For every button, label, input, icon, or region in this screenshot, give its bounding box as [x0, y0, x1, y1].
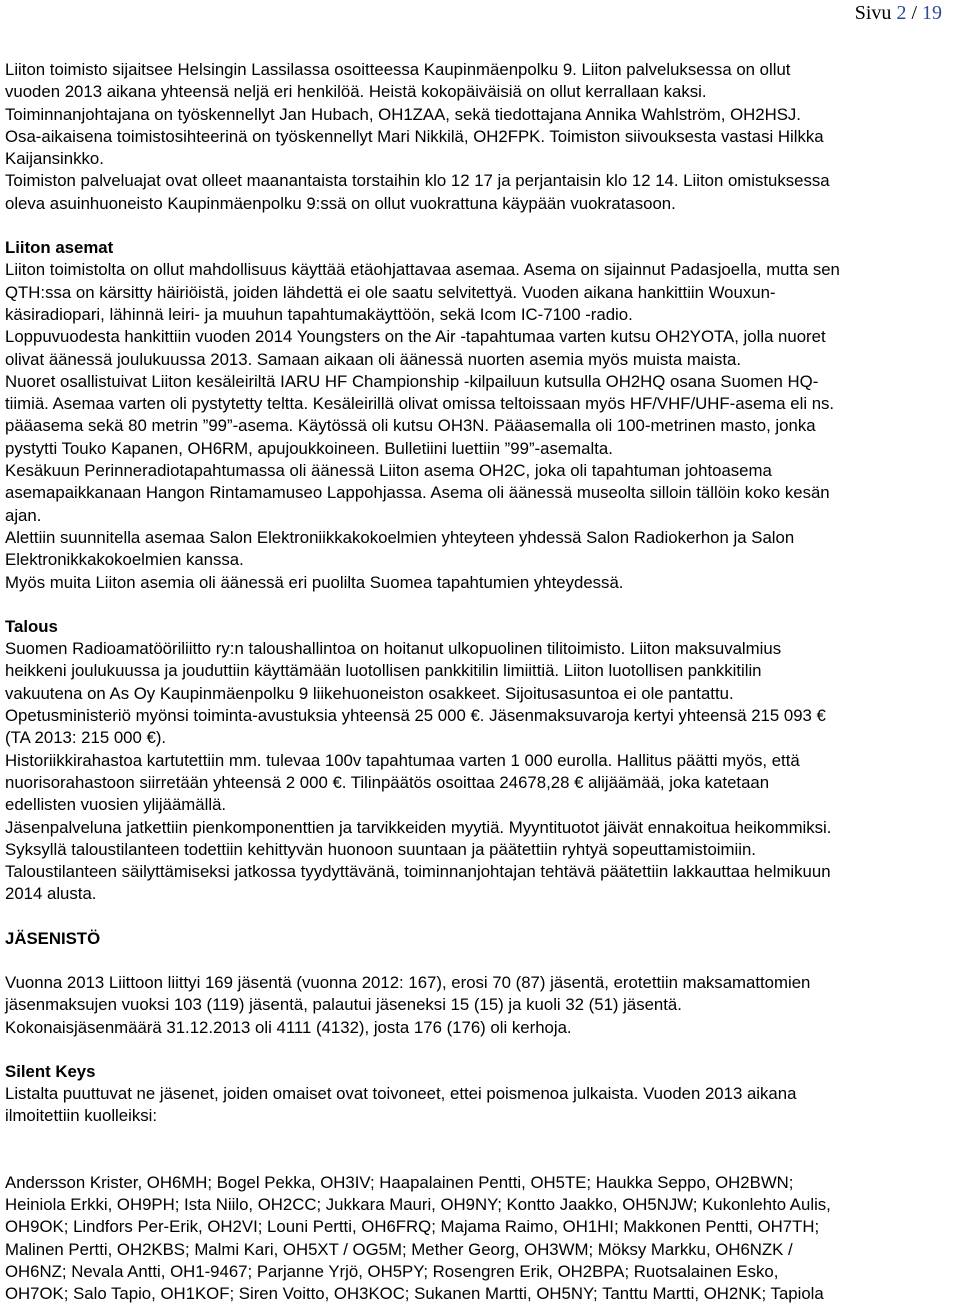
text-line: OH6NZ; Nevala Antti, OH1-9467; Parjanne Yrjö, OH5PY; Rosengren Erik, OH2BPA; Ruotsalainen Esko,	[5, 1261, 779, 1281]
text-line: asemapaikkanaan Hangon Rintamamuseo Lappohjassa. Asema oli äänessä museolta silloin tällöin koko kesän	[5, 483, 830, 503]
page-total: 19	[922, 2, 942, 24]
text-line: Liiton toimisto sijaitsee Helsingin Lassilassa osoitteessa Kaupinmäenpolku 9. Liiton palveluksessa on ollut	[5, 60, 791, 79]
section-text	[5, 259, 955, 593]
text-line: Nuoret osallistuivat Liiton kesäleiriltä IARU HF Championship -kilpailuun kutsulla OH2HQ osana Suomen HQ-	[5, 371, 819, 391]
text-line: QTH:ssa on kärsitty häiriöistä, joiden lähdettä ei ole saatu selvitettyä. Vuoden aikana hankittiin Wouxun-	[5, 282, 776, 302]
text-line: tiimiä. Asemaa varten oli pystytetty teltta. Kesäleirillä olivat omissa teltoissaan myös HF/VHF/UHF-asema eli ns.	[5, 394, 835, 414]
text-line: Kesäkuun Perinneradiotapahtumassa oli äänessä Liiton asema OH2C, joka oli tapahtuman johtoasema	[5, 461, 772, 481]
text-line: Toimiston palveluajat ovat olleet maanantaista torstaihin klo 12 17 ja perjantaisin klo 12 14. Liiton omistuksessa	[5, 171, 830, 191]
text-line: Historiikkirahastoa kartutettiin mm. tulevaa 100v tapahtumaa varten 1 000 eurolla. Hallitus päätti myös, että	[5, 750, 800, 770]
text-line: Opetusministeriö myönsi toiminta-avustuksia yhteensä 25 000 €. Jäsenmaksuvaroja kertyi yhteensä 215 093 €	[5, 706, 826, 726]
text-line: Liiton toimistolta on ollut mahdollisuus käyttää etäohjattavaa asemaa. Asema on sijainnut Padasjoella, mutta sen	[5, 260, 840, 280]
text-line: nuorisorahastoon siirretään yhteensä 2 000 €. Tilinpäätös osoittaa 24678,28 € alijäämää, joka katetaan	[5, 772, 770, 792]
text-line: Malinen Pertti, OH2KBS; Malmi Kari, OH5XT / OG5M; Mether Georg, OH3WM; Möksy Markku, OH6NZK /	[5, 1239, 793, 1259]
text-line: ilmoitettiin kuolleiksi:	[5, 1106, 158, 1126]
section-heading: Talous	[5, 616, 58, 636]
section-text	[5, 972, 955, 1039]
text-line: Loppuvuodesta hankittiin vuoden 2014 Youngsters on the Air -tapahtumaa varten kutsu OH2YOTA, jolla nuoret	[5, 327, 826, 347]
text-line: Heiniola Erkki, OH9PH; Ista Niilo, OH2CC; Jukkara Mauri, OH9NY; Kontto Jaakko, OH5NJW; Kukonlehto Aulis,	[5, 1195, 831, 1215]
page-number	[855, 0, 942, 26]
text-line: oleva asuinhuoneisto Kaupinmäenpolku 9:ssä on ollut vuokrattuna käypään vuokratasoon.	[5, 193, 676, 213]
section-heading: Liiton asemat	[5, 238, 114, 258]
text-line: OH9OK; Lindfors Per-Erik, OH2VI; Louni Pertti, OH6FRQ; Majama Raimo, OH1HI; Makkonen Pentti, OH7TH;	[5, 1217, 820, 1237]
text-line: Listalta puuttuvat ne jäsenet, joiden omaiset ovat toivoneet, ettei poismenoa julkaista. Vuoden 2013 aikana	[5, 1084, 797, 1104]
deceased-list	[5, 1172, 955, 1306]
text-line: vuoden 2013 aikana yhteensä neljä eri henkilöä. Heistä kokopäiväisiä on ollut kerrallaan kaksi.	[5, 82, 707, 102]
text-line: OH7OK; Salo Tapio, OH1KOF; Siren Voitto, OH3KOC; Sukanen Martti, OH5NY; Tanttu Martti, OH2NK; Tapiola	[5, 1284, 824, 1304]
text-line: Kaijansinkko.	[5, 149, 104, 169]
section-silent-keys	[5, 1061, 955, 1306]
section-text	[5, 638, 955, 906]
section-talous	[5, 616, 955, 906]
section-heading: Silent Keys	[5, 1061, 96, 1081]
text-line: Elektronikkakokoelmien kanssa.	[5, 550, 244, 570]
text-line: Jäsenpalveluna jatkettiin pienkomponenttien ja tarvikkeiden myytiä. Myyntituotot jäivät ennakoitua heikommiksi.	[5, 817, 832, 837]
text-line: käsiradiopari, lähinnä leiri- ja muuhun tapahtumakäyttöön, sekä Icom IC-7100 -radio.	[5, 304, 633, 324]
text-line: vakuutena on As Oy Kaupinmäenpolku 9 liikehuoneiston osakkeet. Sijoitusasuntoa ei ole pantattu.	[5, 683, 734, 703]
section-heading: JÄSENISTÖ	[5, 928, 101, 948]
text-line: jäsenmaksujen vuoksi 103 (119) jäsentä, palautui jäseneksi 15 (15) ja kuoli 32 (51) jäsentä.	[5, 995, 682, 1015]
section-asemat	[5, 237, 955, 594]
text-line: edellisten vuosien ylijäämällä.	[5, 795, 227, 815]
text-line: Myös muita Liiton asemia oli äänessä eri puolilta Suomea tapahtumien yhteydessä.	[5, 572, 624, 592]
text-line: heikkeni joulukuussa ja jouduttiin käyttämään luotollisen pankkitilin limiittiä. Liiton luotollisen pankkitilin	[5, 661, 762, 681]
section-text	[5, 1083, 955, 1128]
text-line: 2014 alusta.	[5, 884, 97, 904]
text-line: Taloustilanteen säilyttämiseksi jatkossa tyydyttävänä, toiminnanjohtajan tehtävä päätettiin lakkauttaa helmikuun	[5, 862, 831, 882]
text-line: Andersson Krister, OH6MH; Bogel Pekka, OH3IV; Haapalainen Pentti, OH5TE; Haukka Seppo, OH2BWN;	[5, 1172, 794, 1192]
page-separator: /	[906, 2, 922, 24]
text-line: pystytti Touko Kapanen, OH6RM, apujoukkoineen. Bulletiini luettiin ”99”-asemalta.	[5, 438, 613, 458]
text-line: (TA 2013: 215 000 €).	[5, 728, 167, 748]
text-line: Toiminnanjohtajana on työskennellyt Jan Hubach, OH1ZAA, sekä tiedottajana Annika Wahlström, OH2HSJ.	[5, 104, 801, 124]
text-line: Kokonaisjäsenmäärä 31.12.2013 oli 4111 (4132), josta 176 (176) oli kerhoja.	[5, 1017, 572, 1037]
text-line: olivat äänessä joulukuussa 2013. Samaan aikaan oli äänessä nuorten asemia myös muista maista.	[5, 349, 741, 369]
text-line: Alettiin suunnitella asemaa Salon Elektroniikkakokoelmien yhteyteen yhdessä Salon Radiokerhon ja Salon	[5, 527, 795, 547]
text-line: Osa-aikaisena toimistosihteerinä on työskennellyt Mari Nikkilä, OH2FPK. Toimiston siivouksesta vastasi Hilkka	[5, 126, 824, 146]
text-line: Vuonna 2013 Liittoon liittyi 169 jäsentä (vuonna 2012: 167), erosi 70 (87) jäsentä, erotettiin maksamattomien	[5, 972, 811, 992]
page-current: 2	[896, 2, 907, 24]
text-line: Suomen Radioamatööriliitto ry:n taloushallintoa on hoitanut ulkopuolinen tilitoimisto. Liiton maksuvalmius	[5, 639, 782, 659]
page-prefix: Sivu	[854, 2, 897, 24]
section-jasenisto	[5, 928, 955, 1039]
text-line: Syksyllä taloustilanteen todettiin kehittyvän huonoon suuntaan ja päätettiin ryhtyä sopeuttamistoimiin.	[5, 839, 756, 859]
text-line: pääasema sekä 80 metrin ”99”-asema. Käytössä oli kutsu OH3N. Pääasemalla oli 100-metrinen masto, jonka	[5, 416, 816, 436]
document-body	[5, 59, 955, 1306]
text-line: ajan.	[5, 505, 42, 525]
intro-paragraph	[5, 59, 955, 215]
